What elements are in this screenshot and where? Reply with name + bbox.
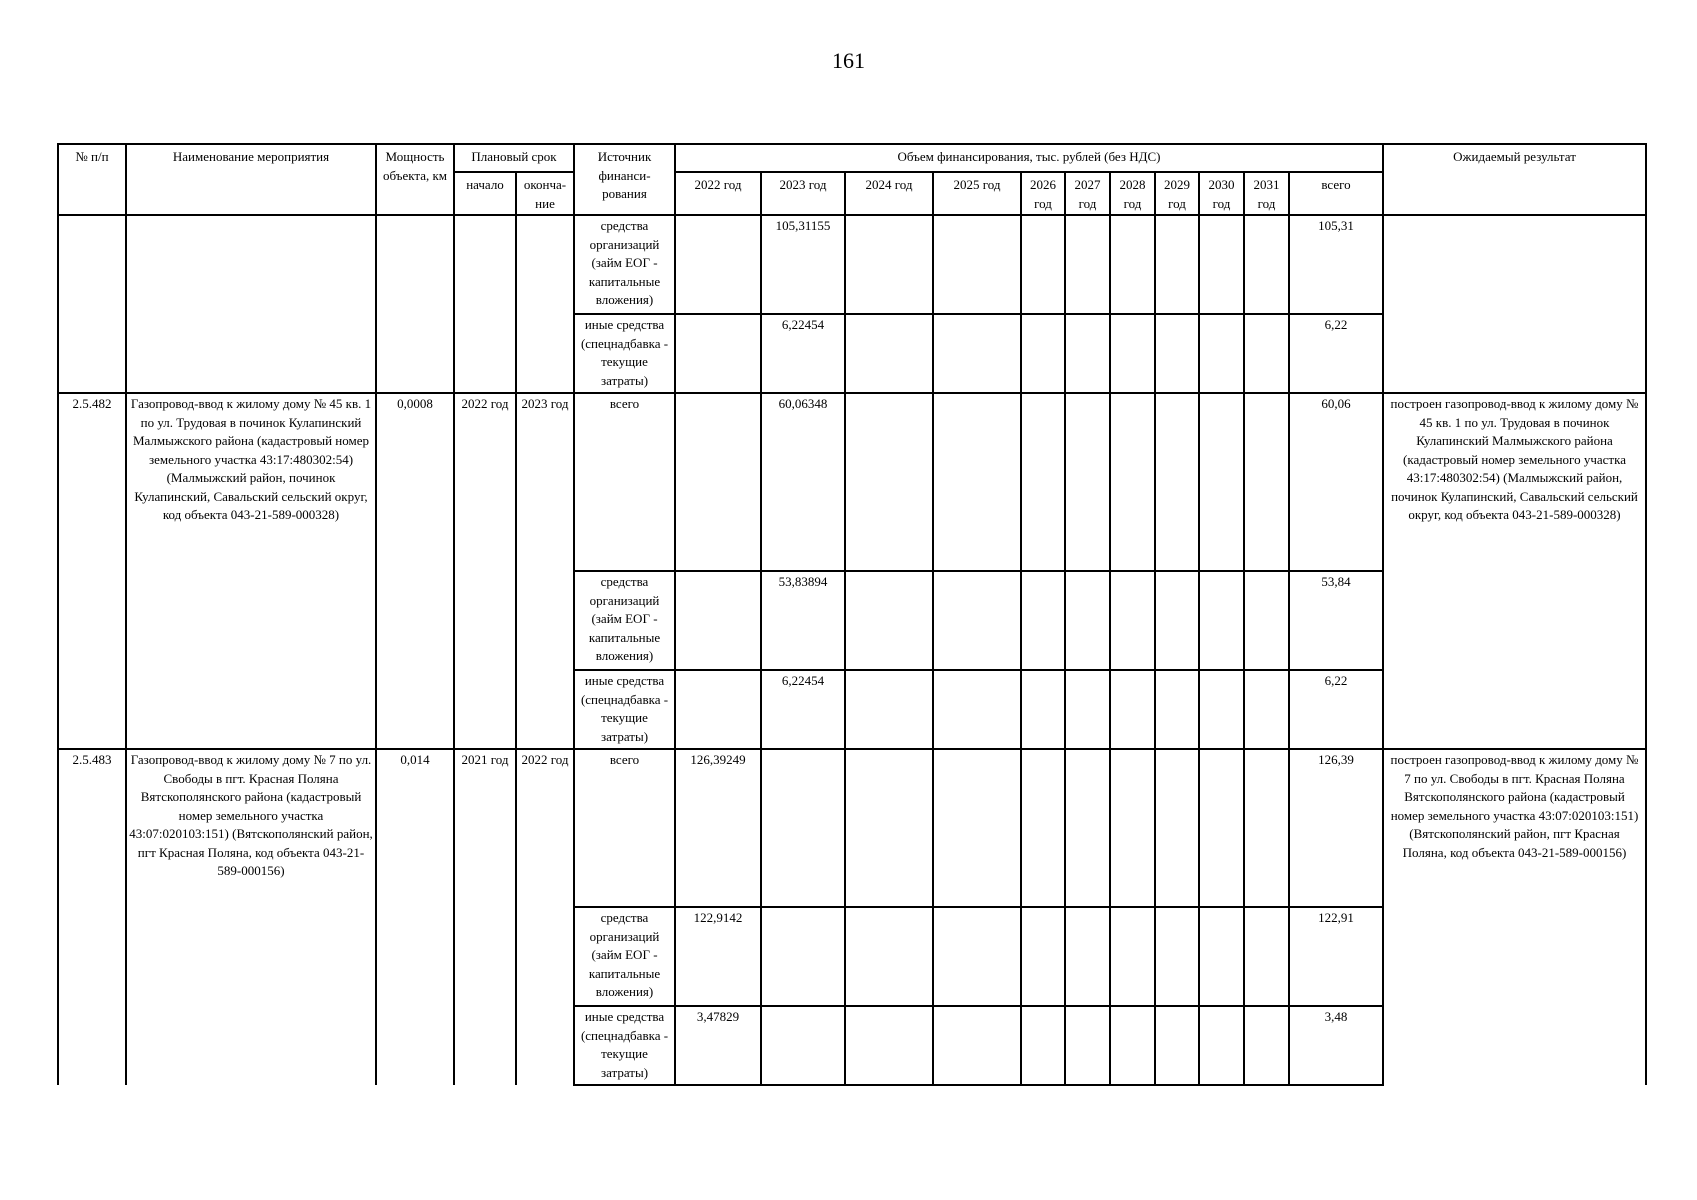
- empty-value-cell: [933, 314, 1021, 393]
- header-year-2029: 2029 год: [1155, 172, 1199, 215]
- value-total: 6,22: [1289, 670, 1383, 749]
- empty-value-cell: [1155, 314, 1199, 393]
- empty-value-cell: [845, 749, 933, 907]
- empty-value-cell: [1244, 1006, 1289, 1085]
- empty-value-cell: [1110, 670, 1155, 749]
- empty-value-cell: [1199, 314, 1244, 393]
- empty-value-cell: [933, 1006, 1021, 1085]
- item-end: 2022 год: [516, 749, 574, 1085]
- header-term-end: оконча-ние: [516, 172, 574, 215]
- empty-value-cell: [845, 393, 933, 571]
- item-num: 2.5.482: [58, 393, 126, 749]
- header-year-2031: 2031 год: [1244, 172, 1289, 215]
- value-2023: 6,22454: [761, 670, 845, 749]
- header-year-2026: 2026 год: [1021, 172, 1065, 215]
- empty-value-cell: [1244, 749, 1289, 907]
- header-year-2024: 2024 год: [845, 172, 933, 215]
- value-2022: [675, 314, 761, 393]
- value-total: 126,39: [1289, 749, 1383, 907]
- value-2023: 105,31155: [761, 215, 845, 314]
- header-total: всего: [1289, 172, 1383, 215]
- financing-table: [57, 143, 1647, 1086]
- value-total: 53,84: [1289, 571, 1383, 670]
- page-number: 161: [832, 48, 865, 73]
- value-2022: 122,9142: [675, 907, 761, 1006]
- empty-value-cell: [1065, 749, 1110, 907]
- value-2022: 126,39249: [675, 749, 761, 907]
- value-2023: 53,83894: [761, 571, 845, 670]
- item-capacity: 0,0008: [376, 393, 454, 749]
- empty-value-cell: [1244, 670, 1289, 749]
- source-cell: всего: [574, 393, 675, 571]
- empty-value-cell: [1110, 749, 1155, 907]
- header-year-2023: 2023 год: [761, 172, 845, 215]
- source-cell: иные средства (спецнадбавка - текущие затраты): [574, 670, 675, 749]
- empty-value-cell: [933, 670, 1021, 749]
- empty-value-cell: [1021, 1006, 1065, 1085]
- item-start: 2022 год: [454, 393, 516, 749]
- empty-value-cell: [845, 314, 933, 393]
- value-total: 3,48: [1289, 1006, 1383, 1085]
- empty-value-cell: [1155, 571, 1199, 670]
- empty-value-cell: [1199, 749, 1244, 907]
- cont-result: [1383, 215, 1646, 393]
- empty-value-cell: [1021, 670, 1065, 749]
- header-term-start: начало: [454, 172, 516, 215]
- value-2022: [675, 571, 761, 670]
- source-cell: средства организаций (займ ЕОГ - капитальные вложения): [574, 215, 675, 314]
- value-total: 105,31: [1289, 215, 1383, 314]
- empty-value-cell: [1065, 215, 1110, 314]
- cont-num: [58, 215, 126, 393]
- empty-value-cell: [1110, 907, 1155, 1006]
- empty-value-cell: [1021, 571, 1065, 670]
- value-2022: 3,47829: [675, 1006, 761, 1085]
- header-capacity: Мощность объекта, км: [376, 144, 454, 215]
- header-year-2027: 2027 год: [1065, 172, 1110, 215]
- empty-value-cell: [1244, 571, 1289, 670]
- value-total: 122,91: [1289, 907, 1383, 1006]
- cont-end: [516, 215, 574, 393]
- header-term: Плановый срок: [454, 144, 574, 172]
- header-year-2025: 2025 год: [933, 172, 1021, 215]
- empty-value-cell: [1065, 670, 1110, 749]
- empty-value-cell: [1065, 571, 1110, 670]
- empty-value-cell: [1244, 907, 1289, 1006]
- header-source: Источник финанси-рования: [574, 144, 675, 215]
- empty-value-cell: [1021, 907, 1065, 1006]
- empty-value-cell: [1021, 215, 1065, 314]
- value-total: 60,06: [1289, 393, 1383, 571]
- value-2023: 60,06348: [761, 393, 845, 571]
- empty-value-cell: [1155, 393, 1199, 571]
- value-total: 6,22: [1289, 314, 1383, 393]
- empty-value-cell: [1199, 1006, 1244, 1085]
- item-result: построен газопровод-ввод к жилому дому № 45 кв. 1 по ул. Трудовая в починок Кулапинский Малмыжского района (кадастровый номер земельного участка 43:17:480302:54) (Малмыжский район, починок Кулапинский, Савальский сельский округ, код объекта 043-21-589-000328): [1383, 393, 1646, 749]
- value-2022: [675, 215, 761, 314]
- empty-value-cell: [933, 749, 1021, 907]
- table-header: [58, 144, 1646, 215]
- table-row: [58, 393, 1646, 571]
- source-cell: средства организаций (займ ЕОГ - капитальные вложения): [574, 907, 675, 1006]
- empty-value-cell: [845, 571, 933, 670]
- empty-value-cell: [845, 215, 933, 314]
- item-name: Газопровод-ввод к жилому дому № 7 по ул. Свободы в пгт. Красная Поляна Вятскополянского района (кадастровый номер земельного участка 43:07:020103:151) (Вятскополянский район, пгт Красная Поляна, код объекта 043-21-589-000156): [126, 749, 376, 1085]
- empty-value-cell: [1021, 393, 1065, 571]
- source-cell: всего: [574, 749, 675, 907]
- source-cell: средства организаций (займ ЕОГ - капитальные вложения): [574, 571, 675, 670]
- empty-value-cell: [933, 215, 1021, 314]
- empty-value-cell: [1110, 215, 1155, 314]
- empty-value-cell: [1199, 670, 1244, 749]
- empty-value-cell: [1065, 393, 1110, 571]
- empty-value-cell: [845, 1006, 933, 1085]
- empty-value-cell: [1244, 314, 1289, 393]
- empty-value-cell: [1199, 393, 1244, 571]
- item-num: 2.5.483: [58, 749, 126, 1085]
- header-year-2022: 2022 год: [675, 172, 761, 215]
- header-year-2030: 2030 год: [1199, 172, 1244, 215]
- empty-value-cell: [1155, 670, 1199, 749]
- empty-value-cell: [1110, 1006, 1155, 1085]
- source-cell: иные средства (спецнадбавка - текущие затраты): [574, 314, 675, 393]
- table-row: [58, 215, 1646, 314]
- empty-value-cell: [1021, 314, 1065, 393]
- item-capacity: 0,014: [376, 749, 454, 1085]
- empty-value-cell: [1199, 215, 1244, 314]
- empty-value-cell: [1065, 1006, 1110, 1085]
- empty-value-cell: [1065, 907, 1110, 1006]
- empty-value-cell: [1110, 571, 1155, 670]
- empty-value-cell: [1155, 215, 1199, 314]
- value-2023: [761, 1006, 845, 1085]
- empty-value-cell: [1199, 907, 1244, 1006]
- empty-value-cell: [1110, 393, 1155, 571]
- header-funding: Объем финансирования, тыс. рублей (без НДС): [675, 144, 1383, 172]
- empty-value-cell: [933, 393, 1021, 571]
- source-cell: иные средства (спецнадбавка - текущие затраты): [574, 1006, 675, 1085]
- empty-value-cell: [1065, 314, 1110, 393]
- value-2023: 6,22454: [761, 314, 845, 393]
- empty-value-cell: [1110, 314, 1155, 393]
- empty-value-cell: [845, 670, 933, 749]
- item-start: 2021 год: [454, 749, 516, 1085]
- value-2023: [761, 907, 845, 1006]
- table-row: [58, 749, 1646, 907]
- header-result: Ожидаемый результат: [1383, 144, 1646, 215]
- value-2022: [675, 393, 761, 571]
- header-num: № п/п: [58, 144, 126, 215]
- value-2023: [761, 749, 845, 907]
- empty-value-cell: [1155, 749, 1199, 907]
- item-result: построен газопровод-ввод к жилому дому № 7 по ул. Свободы в пгт. Красная Поляна Вятскополянского района (кадастровый номер земельного участка 43:07:020103:151) (Вятскополянский район, пгт Красная Поляна, код объекта 043-21-589-000156): [1383, 749, 1646, 1085]
- cont-name: [126, 215, 376, 393]
- cont-capacity: [376, 215, 454, 393]
- empty-value-cell: [845, 907, 933, 1006]
- empty-value-cell: [933, 571, 1021, 670]
- value-2022: [675, 670, 761, 749]
- item-name: Газопровод-ввод к жилому дому № 45 кв. 1 по ул. Трудовая в починок Кулапинский Малмыжского района (кадастровый номер земельного участка 43:17:480302:54) (Малмыжский район, починок Кулапинский, Савальский сельский округ, код объекта 043-21-589-000328): [126, 393, 376, 749]
- empty-value-cell: [1155, 1006, 1199, 1085]
- item-end: 2023 год: [516, 393, 574, 749]
- header-year-2028: 2028 год: [1110, 172, 1155, 215]
- cont-start: [454, 215, 516, 393]
- empty-value-cell: [1155, 907, 1199, 1006]
- empty-value-cell: [1244, 393, 1289, 571]
- empty-value-cell: [1244, 215, 1289, 314]
- empty-value-cell: [1199, 571, 1244, 670]
- empty-value-cell: [933, 907, 1021, 1006]
- empty-value-cell: [1021, 749, 1065, 907]
- header-name: Наименование мероприятия: [126, 144, 376, 215]
